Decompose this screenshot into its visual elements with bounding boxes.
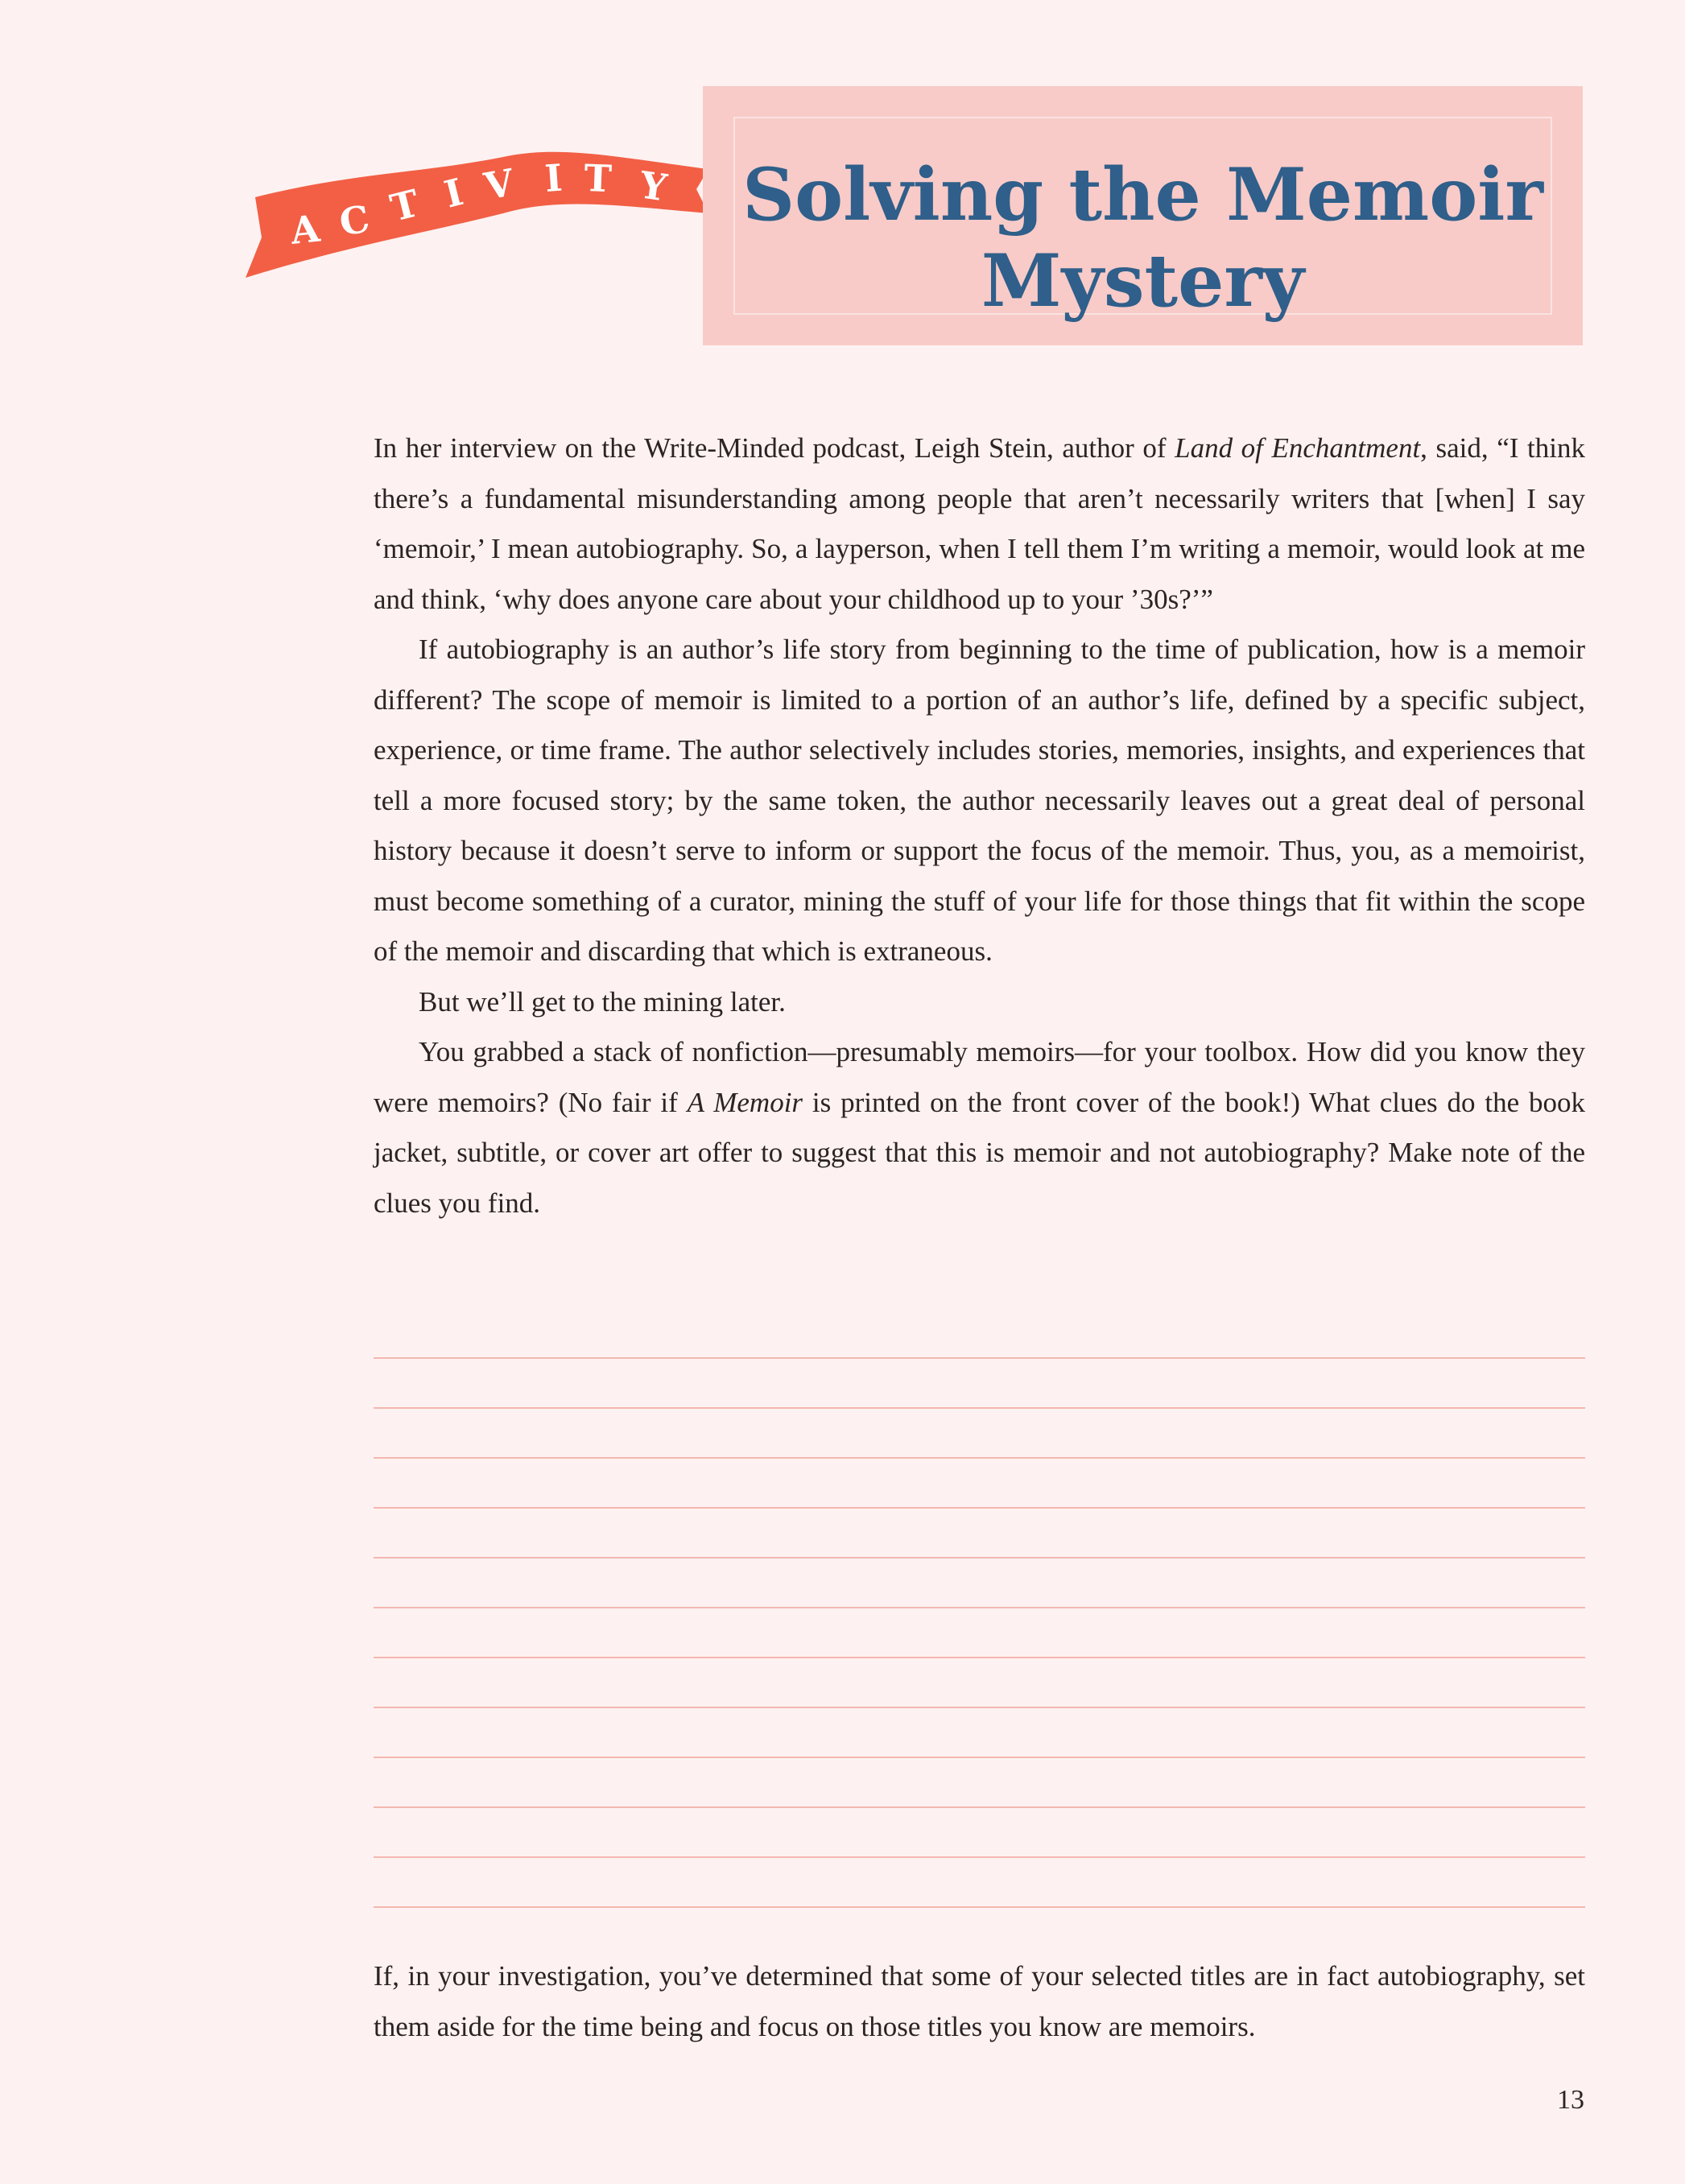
activity-banner (237, 141, 712, 286)
paragraph-toolbox-start: You grabbed a stack of nonfiction—presumably memoirs—for your toolbox. How did you know they were memoirs? (No fair if (374, 1036, 1585, 1118)
page-title-line-2: Mystery (981, 238, 1305, 324)
banner-letter: Y (637, 163, 670, 210)
paragraph-intro (374, 423, 1585, 625)
banner-letter: I (543, 155, 564, 200)
writing-line[interactable] (374, 1906, 1585, 1908)
writing-line[interactable] (374, 1657, 1585, 1658)
paragraph-set-aside: If, in your investigation, you’ve determined that some of your selected titles are in fact autobiography, set them aside for the time being and focus on those titles you know are memoirs. (374, 1960, 1585, 2042)
writing-line[interactable] (374, 1507, 1585, 1509)
banner-letter: I (440, 170, 468, 217)
writing-line[interactable] (374, 1557, 1585, 1559)
writing-line[interactable] (374, 1806, 1585, 1808)
closing-text (374, 1951, 1585, 2052)
title-box (703, 86, 1583, 345)
banner-ribbon (237, 141, 712, 286)
writing-lines (374, 1357, 1585, 1956)
paragraph-toolbox-end: is printed on the front cover of the book!) What clues do the book jacket, subtitle, or cover art offer to suggest that this is memoir and not autobiography? Make note of the clues you find. (374, 1086, 1585, 1219)
banner-letter: V (481, 160, 518, 208)
paragraph-intro-start: In her interview on the Write-Minded podcast, Leigh Stein, author of (374, 432, 1175, 464)
writing-line[interactable] (374, 1856, 1585, 1858)
paragraph-mining-later: But we’ll get to the mining later. (419, 985, 786, 1018)
banner-letter: T (583, 156, 613, 201)
page-number: 13 (1557, 2085, 1584, 2115)
banner-letter: A (288, 206, 322, 253)
paragraph-intro-quote: , said, “I think there’s a fundamental misunderstanding among people that aren’t necessarily writers that [when] I say ‘memoir,’ I mean autobiography. So, a layperson, when I tell them I’m writing a memoir, would look at me and think, ‘why does anyone care about your childhood up to your ’30s?’” (374, 432, 1585, 615)
phrase-a-memoir: A Memoir (687, 1086, 803, 1118)
banner-letter: T (386, 180, 423, 230)
writing-line[interactable] (374, 1707, 1585, 1708)
page-title-line-1: Solving the Memoir (742, 152, 1543, 237)
writing-line[interactable] (374, 1607, 1585, 1608)
writing-line[interactable] (374, 1457, 1585, 1459)
body-text (374, 423, 1585, 1228)
page-title (703, 152, 1583, 324)
writing-line[interactable] (374, 1407, 1585, 1409)
banner-letter: C (336, 196, 373, 245)
writing-line[interactable] (374, 1357, 1585, 1359)
writing-line[interactable] (374, 1757, 1585, 1758)
book-title-land-of-enchantment: Land of Enchantment (1175, 432, 1421, 464)
paragraph-autobiography-vs-memoir: If autobiography is an author’s life story from beginning to the time of publication, how is a memoir different? The scope of memoir is limited to a portion of an author’s life, defined by a specific subject, experience, or time frame. The author selectively includes stories, memories, insights, and experiences that tell a more focused story; by the same token, the author necessarily leaves out a great deal of personal history because it doesn’t serve to inform or support the focus of the memoir. Thus, you, as a memoirist, must become something of a curator, mining the stuff of your life for those things that fit within the scope of the memoir and discarding that which is extraneous. (374, 634, 1585, 967)
paragraph-toolbox-prompt (374, 1027, 1585, 1228)
